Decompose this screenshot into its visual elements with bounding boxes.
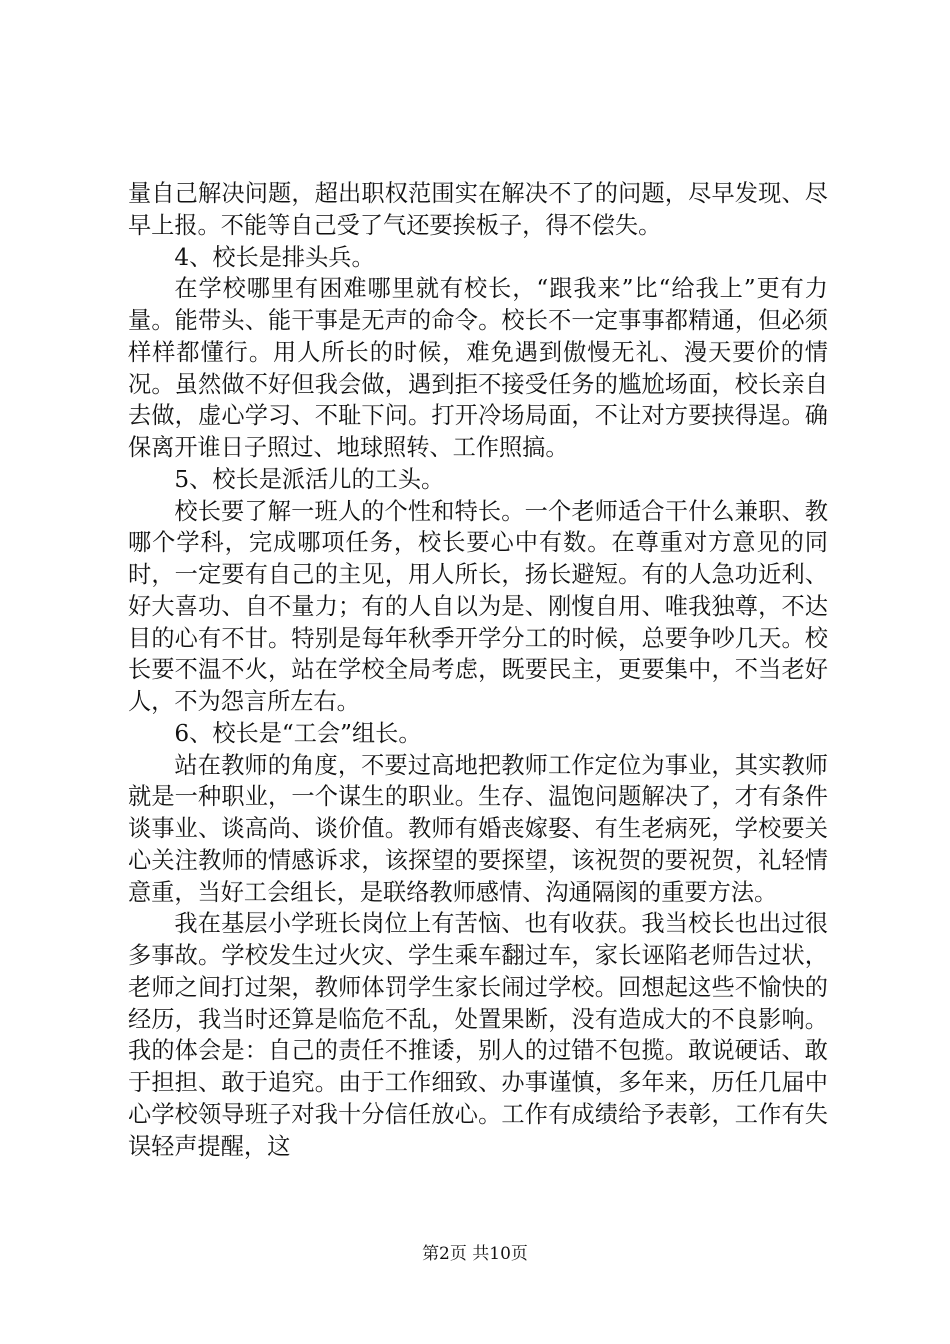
section-heading-4: 4、校长是排头兵。 [174,243,375,271]
paragraph-section-6: 站在教师的角度，不要过高地把教师工作定位为事业，其实教师就是一种职业，一个谋生的职业。生存、温饱问题解决了，才有条件谈事业、谈高尚、谈价值。教师有婚丧嫁娶、有生老病死，学校要关心关注教师的情感诉求，该探望的要探望，该祝贺的要祝贺，礼轻情意重，当好工会组长，是联络教师感情、沟通隔阂的重要方法。 [128,751,828,906]
document-body [128,178,828,1162]
section-heading-6: 6、校长是“工会”组长。 [174,719,422,747]
paragraph-reflection: 我在基层小学班长岗位上有苦恼、也有收获。我当校长也出过很多事故。学校发生过火灾、学生乘车翻过车，家长诬陷老师告过状，老师之间打过架，教师体罚学生家长闹过学校。回想起这些不愉快的经历，我当时还算是临危不乱，处置果断，没有造成大的不良影响。我的体会是：自己的责任不推诿，别人的过错不包揽。敢说硬话、敢于担担、敢于追究。由于工作细致、办事谨慎，多年来，历任几届中心学校领导班子对我十分信任放心。工作有成绩给予表彰，工作有失误轻声提醒，这 [128,910,828,1160]
paragraph-continuation: 量自己解决问题，超出职权范围实在解决不了的问题，尽早发现、尽早上报。不能等自己受了气还要挨板子，得不偿失。 [128,180,828,239]
page-number-footer: 第2页 共10页 [422,1244,528,1264]
section-heading-5: 5、校长是派活儿的工头。 [174,465,445,493]
paragraph-section-4: 在学校哪里有困难哪里就有校长，“跟我来”比“给我上”更有力量。能带头、能干事是无声的命令。校长不一定事事都精通，但必须样样都懂行。用人所长的时候，难免遇到傲慢无礼、漫天要价的情况。虽然做不好但我会做，遇到拒不接受任务的尴尬场面，校长亲自去做，虚心学习、不耻下问。打开冷场局面，不让对方要挟得逞。确保离开谁日子照过、地球照转、工作照搞。 [128,275,828,461]
paragraph-section-5: 校长要了解一班人的个性和特长。一个老师适合干什么兼职、教哪个学科，完成哪项任务，校长要心中有数。在尊重对方意见的同时，一定要有自己的主见，用人所长，扬长避短。有的人急功近利、好大喜功、自不量力；有的人自以为是、刚愎自用、唯我独尊，不达目的心有不甘。特别是每年秋季开学分工的时候，总要争吵几天。校长要不温不火，站在学校全局考虑，既要民主，更要集中，不当老好人，不为怨言所左右。 [128,497,828,715]
